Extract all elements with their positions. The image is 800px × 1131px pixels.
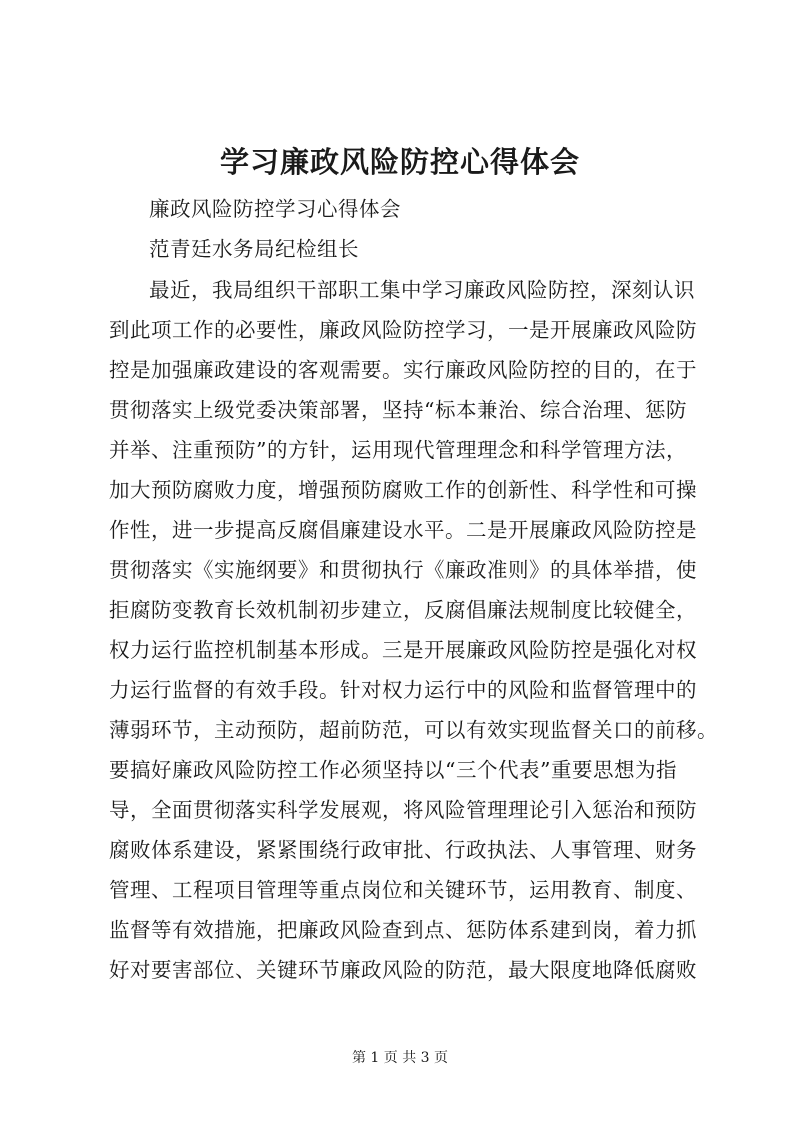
- body-line: 并举、注重预防”的方针，运用现代管理理念和科学管理方法，: [109, 438, 687, 462]
- body-line: 薄弱环节，主动预防，超前防范，可以有效实现监督关口的前移。: [109, 718, 718, 742]
- body-line: 到此项工作的必要性，廉政风险防控学习，一是开展廉政风险防: [109, 318, 697, 342]
- body-line: 加大预防腐败力度，增强预防腐败工作的创新性、科学性和可操: [109, 478, 697, 502]
- body-line: 腐败体系建设，紧紧围绕行政审批、行政执法、人事管理、财务: [109, 838, 697, 862]
- body-line: 监督等有效措施，把廉政风险查到点、惩防体系建到岗，着力抓: [109, 918, 697, 942]
- body-line: 贯彻落实《实施纲要》和贯彻执行《廉政准则》的具体举措，使: [109, 558, 697, 582]
- document-title: 学习廉政风险防控心得体会: [219, 145, 580, 179]
- body-line: 导，全面贯彻落实科学发展观，将风险管理理论引入惩治和预防: [109, 798, 697, 822]
- body-line: 力运行监督的有效手段。针对权力运行中的风险和监督管理中的: [109, 678, 697, 702]
- body-line: 好对要害部位、关键环节廉政风险的防范，最大限度地降低腐败: [109, 958, 697, 982]
- body-line: 控是加强廉政建设的客观需要。实行廉政风险防控的目的，在于: [109, 358, 697, 382]
- body-line: 管理、工程项目管理等重点岗位和关键环节，运用教育、制度、: [109, 878, 697, 902]
- page-footer: 第 1 页 共 3 页: [351, 1050, 449, 1066]
- body-line: 要搞好廉政风险防控工作必须坚持以“三个代表”重要思想为指: [109, 758, 677, 782]
- body-line: 贯彻落实上级党委决策部署，坚持“标本兼治、综合治理、惩防: [109, 398, 687, 422]
- body-line: 拒腐防变教育长效机制初步建立，反腐倡廉法规制度比较健全，: [109, 598, 697, 622]
- document-author: 范青廷水务局纪检组长: [149, 237, 359, 261]
- body-line: 权力运行监控机制基本形成。三是开展廉政风险防控是强化对权: [109, 638, 697, 662]
- document-subtitle: 廉政风险防控学习心得体会: [149, 197, 401, 221]
- body-line: 最近，我局组织干部职工集中学习廉政风险防控，深刻认识: [149, 278, 695, 302]
- body-line: 作性，进一步提高反腐倡廉建设水平。二是开展廉政风险防控是: [109, 518, 697, 542]
